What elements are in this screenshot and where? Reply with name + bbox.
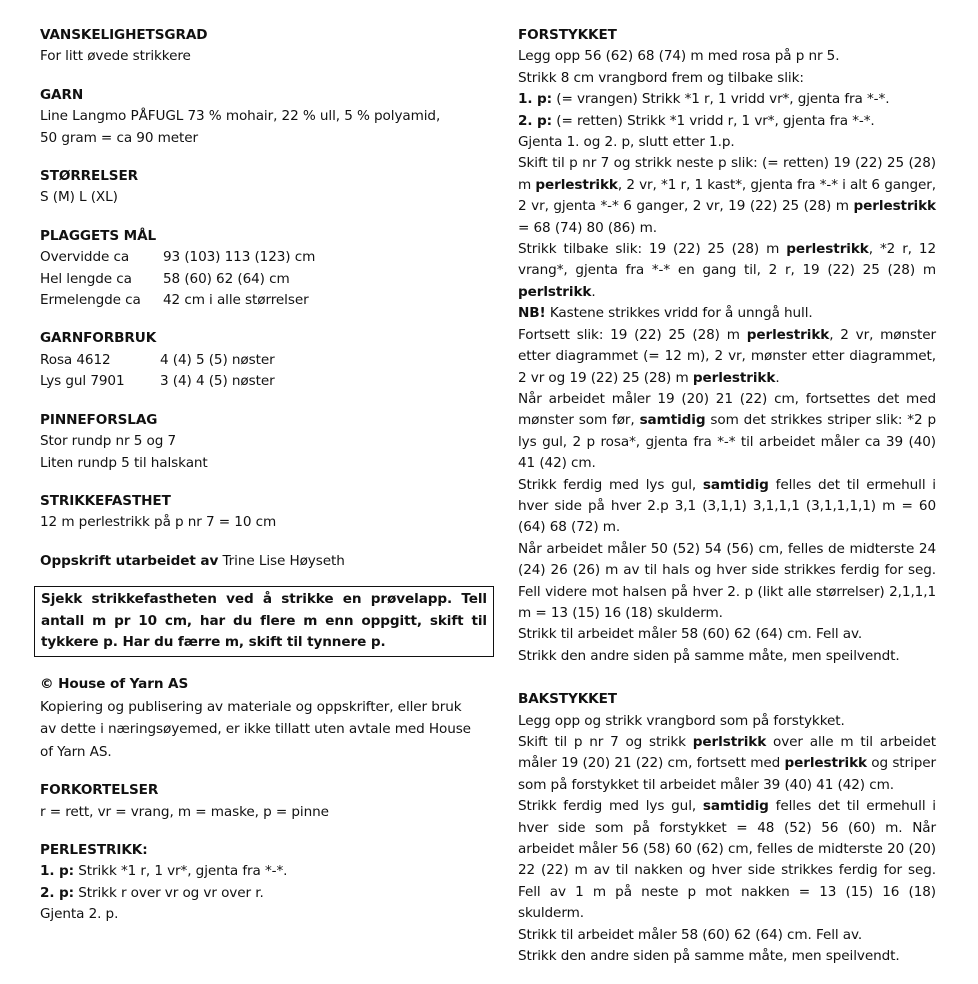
author-line — [40, 551, 480, 572]
front-cast-on: Legg opp 56 (62) 68 (74) m med rosa på p nr 5. — [518, 48, 840, 65]
front-rib-row-1 — [518, 89, 936, 110]
seed-stitch-row-1 — [40, 861, 480, 882]
text-run-bold: perlestrikk — [786, 241, 869, 258]
seed-stitch-row-2 — [40, 883, 480, 904]
yarn-usage-label: Lys gul 7901 — [40, 373, 125, 390]
row-text: (= vrangen) Strikk *1 r, 1 vridd vr*, gjenta fra *-*. — [552, 91, 890, 108]
seed-stitch-repeat: Gjenta 2. p. — [40, 906, 119, 923]
row-label: 1. p: — [40, 863, 75, 880]
front-heading: FORSTYKKET — [518, 27, 617, 43]
text-run-bold: perlestrikk — [784, 755, 867, 772]
back-other-side: Strikk den andre siden på samme måte, men speilvendt. — [518, 948, 900, 965]
text-run: Kastene strikkes vridd for å unngå hull. — [545, 305, 813, 322]
front-other-side: Strikk den andre siden på samme måte, men speilvendt. — [518, 647, 900, 664]
row-label: 2. p: — [40, 884, 75, 901]
difficulty-section — [40, 25, 480, 68]
text-run: . — [591, 283, 596, 300]
text-run: felles det til ermehull i hver side på hver 2.p 3,1 (3,1,1) 3,1,1,1 (3,1,1,1,1) m = 60 (64) 68 (72) m. — [518, 476, 936, 536]
yarn-section — [40, 85, 480, 149]
yarn-line-2: 50 gram = ca 90 meter — [40, 129, 198, 146]
needles-section — [40, 410, 480, 474]
back-armhole-neck — [518, 796, 936, 924]
front-section — [518, 25, 936, 667]
text-run: felles det til ermehull i hver side som på forstykket = 48 (52) 56 (60) m. Når arbeidet måler 56 (58) 60 (62) cm, felles de midterste 20 (20) 22 (22) m av til nakken og hver side strikkes ferdig for seg. Fell av 1 m på neste p mot nakken = 13 (15) 16 (18) skulderm. — [518, 798, 936, 922]
back-bind-off: Strikk til arbeidet måler 58 (60) 62 (64) cm. Fell av. — [518, 926, 863, 943]
copyright-heading: © House of Yarn AS — [40, 676, 189, 693]
copyright-section — [40, 674, 480, 763]
measurement-row — [40, 247, 480, 268]
text-run-bold: samtidig — [702, 476, 769, 493]
text-run: og striper som på forstykket til arbeidet måler 39 (40) 41 (42) cm. — [518, 755, 936, 793]
measurement-row — [40, 269, 480, 290]
row-label: 2. p: — [518, 112, 553, 129]
front-note — [518, 303, 936, 324]
right-column — [518, 25, 936, 984]
left-column — [40, 25, 487, 943]
text-run: Skift til p nr 7 og strikk — [518, 734, 693, 750]
copyright-text: Kopiering og publisering av materiale og oppskrifter, eller bruk av dette i næringsøyemed, er ikke tillatt uten avtale med House of Yarn AS. — [40, 698, 471, 760]
needles-line-1: Stor rundp nr 5 og 7 — [40, 433, 176, 450]
front-neck: Når arbeidet måler 50 (52) 54 (56) cm, felles de midterste 24 (24) 26 (26) m av til hals og hver side strikkes ferdig for seg. Fell videre mot halsen på hver 2. p (likt alle størrelser) 2,1,1,1 m = 13 (15) 16 (18) skulderm. — [518, 540, 936, 621]
text-run: Strikk ferdig med lys gul, — [518, 798, 703, 815]
yarn-usage-label: Rosa 4612 — [40, 351, 111, 368]
text-run-bold: perlestrikk — [853, 198, 936, 215]
row-text: Strikk *1 r, 1 vr*, gjenta fra *-*. — [74, 863, 288, 880]
sizes-section — [40, 166, 480, 209]
seed-stitch-heading: PERLESTRIKK: — [40, 842, 148, 859]
gauge-section — [40, 491, 480, 534]
measurements-section — [40, 226, 480, 312]
gauge-text: 12 m perlestrikk på p nr 7 = 10 cm — [40, 514, 277, 531]
text-run-bold: perlestrikk — [746, 326, 830, 343]
difficulty-heading: VANSKELIGHETSGRAD — [40, 27, 208, 43]
difficulty-text: For litt øvede strikkere — [40, 48, 191, 65]
front-knit-back — [518, 239, 936, 303]
front-repeat: Gjenta 1. og 2. p, slutt etter 1.p. — [518, 134, 735, 151]
measurements-heading: PLAGGETS MÅL — [40, 227, 157, 244]
back-cast-on: Legg opp og strikk vrangbord som på forstykket. — [518, 712, 845, 729]
back-section — [518, 689, 936, 967]
back-heading: BAKSTYKKET — [518, 691, 617, 708]
front-rib-intro: Strikk 8 cm vrangbord frem og tilbake slik: — [518, 69, 804, 86]
gauge-notice-box — [40, 586, 487, 657]
yarn-usage-heading: GARNFORBRUK — [40, 330, 157, 347]
yarn-usage-value: 3 (4) 4 (5) nøster — [160, 373, 275, 390]
front-stripes — [518, 389, 936, 475]
row-text: (= retten) Strikk *1 vridd r, 1 vr*, gjenta fra *-*. — [552, 112, 875, 129]
text-run-bold: perlestrikk — [692, 369, 776, 386]
text-run-bold: perlestrikk — [535, 176, 618, 193]
text-run: , 2 vr, mønster etter diagrammet (= 12 m), 2 vr, mønster etter diagrammet, 2 vr og 19 (22) 25 (28) m — [518, 326, 937, 386]
measurement-value: 93 (103) 113 (123) cm — [163, 249, 316, 266]
author-section — [40, 551, 480, 572]
front-bind-off: Strikk til arbeidet måler 58 (60) 62 (64) cm. Fell av. — [518, 626, 863, 643]
front-armhole — [518, 475, 936, 539]
text-run: Strikk ferdig med lys gul, — [518, 476, 703, 493]
row-text: Strikk r over vr og vr over r. — [74, 884, 264, 901]
abbreviations-heading: FORKORTELSER — [40, 782, 159, 799]
front-switch-needles — [518, 153, 936, 239]
front-continue — [518, 325, 936, 389]
text-run: Fortsett slik: 19 (22) 25 (28) m — [518, 326, 747, 343]
text-run: Strikk tilbake slik: 19 (22) 25 (28) m — [518, 241, 787, 258]
author-label: Oppskrift utarbeidet av — [40, 552, 219, 569]
text-run: = 68 (74) 80 (86) m. — [518, 219, 657, 236]
needles-heading: PINNEFORSLAG — [40, 411, 158, 428]
measurement-value: 42 cm i alle størrelser — [163, 292, 309, 309]
author-name: Trine Lise Høyseth — [218, 552, 345, 569]
text-run: , 2 vr, *1 r, 1 kast*, gjenta fra *-* i alt 6 ganger, 2 vr, gjenta *-* 6 ganger, 2 vr, 19 (22) 25 (28) m — [518, 176, 936, 215]
abbreviations-section — [40, 780, 480, 823]
text-run-bold: samtidig — [702, 798, 769, 815]
measurement-row — [40, 290, 480, 311]
text-run: . — [775, 369, 780, 386]
text-run-bold: NB! — [518, 305, 546, 322]
needles-line-2: Liten rundp 5 til halskant — [40, 454, 208, 471]
text-run-bold: perlstrikk — [518, 283, 592, 300]
text-run: Skift til p nr 7 og strikk neste p slik: (= retten) 19 (22) 25 (28) m — [518, 155, 936, 193]
back-switch-needles — [518, 732, 936, 796]
yarn-usage-value: 4 (4) 5 (5) nøster — [160, 351, 275, 368]
sizes-heading: STØRRELSER — [40, 168, 139, 185]
yarn-usage-row — [40, 350, 480, 371]
text-run: Når arbeidet måler 19 (20) 21 (22) cm, fortsettes det med mønster som før, — [518, 390, 936, 429]
yarn-usage-row — [40, 371, 480, 392]
gauge-notice-text: Sjekk strikkefastheten ved å strikke en prøvelapp. Tell antall m pr 10 cm, har du flere m enn oppgitt, skift til tykkere p. Har du færre m, skift til tynnere p. — [34, 586, 494, 657]
yarn-usage-section — [40, 328, 480, 392]
sizes-text: S (M) L (XL) — [40, 189, 118, 206]
text-run: som det strikkes striper slik: *2 p lys gul, 2 p rosa*, gjenta fra *-* til arbeidet måler ca 39 (40) 41 (42) cm. — [518, 412, 936, 472]
measurement-label: Ermelengde ca — [40, 292, 141, 309]
yarn-line-1: Line Langmo PÅFUGL 73 % mohair, 22 % ull, 5 % polyamid, — [40, 108, 441, 125]
abbreviations-text: r = rett, vr = vrang, m = maske, p = pinne — [40, 803, 329, 820]
measurement-label: Hel lengde ca — [40, 270, 132, 287]
seed-stitch-section — [40, 840, 480, 926]
text-run: over alle m til arbeidet måler 19 (20) 21 (22) cm, fortsett med — [518, 734, 936, 772]
yarn-heading: GARN — [40, 86, 84, 103]
text-run-bold: perlstrikk — [692, 734, 767, 750]
measurement-value: 58 (60) 62 (64) cm — [163, 270, 290, 287]
front-rib-row-2 — [518, 111, 936, 132]
measurement-label: Overvidde ca — [40, 249, 130, 266]
text-run-bold: samtidig — [639, 412, 706, 429]
gauge-heading: STRIKKEFASTHET — [40, 492, 171, 509]
text-run: , *2 r, 12 vrang*, gjenta fra *-* en gang til, 2 r, 19 (22) 25 (28) m — [518, 241, 936, 279]
row-label: 1. p: — [518, 91, 553, 108]
